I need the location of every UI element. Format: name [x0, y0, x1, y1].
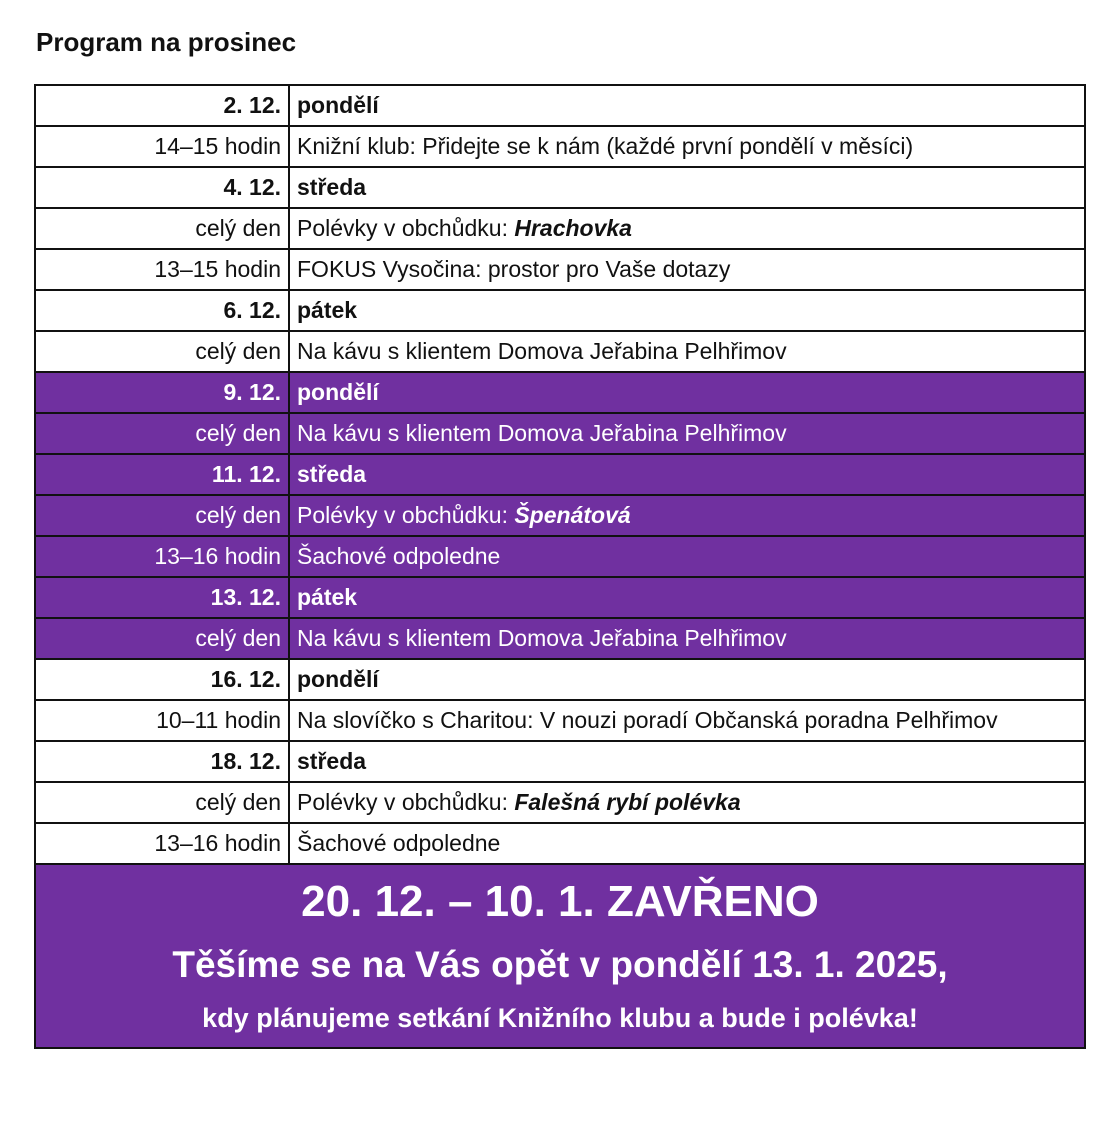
event-row [35, 413, 1085, 454]
date-cell: 2. 12. [35, 85, 289, 126]
date-cell: 4. 12. [35, 167, 289, 208]
schedule-table [34, 84, 1086, 1049]
event-row [35, 700, 1085, 741]
closure-notice [35, 864, 1085, 1048]
event-row [35, 782, 1085, 823]
day-row [35, 741, 1085, 782]
event-cell: Šachové odpoledne [289, 536, 1085, 577]
event-cell: Na kávu s klientem Domova Jeřabina Pelhřimov [289, 413, 1085, 454]
closure-cell [35, 864, 1085, 1048]
day-row [35, 659, 1085, 700]
day-row [35, 85, 1085, 126]
date-cell: 16. 12. [35, 659, 289, 700]
weekday-cell: pondělí [289, 85, 1085, 126]
time-cell: 10–11 hodin [35, 700, 289, 741]
time-cell: 13–16 hodin [35, 823, 289, 864]
event-cell: Na kávu s klientem Domova Jeřabina Pelhřimov [289, 618, 1085, 659]
weekday-cell: středa [289, 741, 1085, 782]
event-row [35, 495, 1085, 536]
event-cell: Na slovíčko s Charitou: V nouzi poradí Občanská poradna Pelhřimov [289, 700, 1085, 741]
time-cell: 13–16 hodin [35, 536, 289, 577]
weekday-cell: pátek [289, 577, 1085, 618]
weekday-cell: pondělí [289, 372, 1085, 413]
day-row [35, 577, 1085, 618]
date-cell: 6. 12. [35, 290, 289, 331]
reopening-line: Těšíme se na Vás opět v pondělí 13. 1. 2025, [172, 944, 948, 985]
event-cell: Na kávu s klientem Domova Jeřabina Pelhřimov [289, 331, 1085, 372]
day-row [35, 372, 1085, 413]
weekday-cell: pátek [289, 290, 1085, 331]
event-row [35, 249, 1085, 290]
event-cell: Šachové odpoledne [289, 823, 1085, 864]
event-row [35, 126, 1085, 167]
date-cell: 18. 12. [35, 741, 289, 782]
day-row [35, 454, 1085, 495]
day-row [35, 167, 1085, 208]
weekday-cell: pondělí [289, 659, 1085, 700]
event-cell [289, 495, 1085, 536]
date-cell: 11. 12. [35, 454, 289, 495]
soup-name: Falešná rybí polévka [514, 789, 741, 815]
weekday-cell: středa [289, 454, 1085, 495]
event-cell [289, 208, 1085, 249]
page-title: Program na prosinec [36, 27, 297, 57]
weekday-cell: středa [289, 167, 1085, 208]
time-cell: 14–15 hodin [35, 126, 289, 167]
event-prefix: Polévky v obchůdku: [297, 215, 515, 241]
time-cell: celý den [35, 331, 289, 372]
event-cell: Knižní klub: Přidejte se k nám (každé první pondělí v měsíci) [289, 126, 1085, 167]
time-cell: 13–15 hodin [35, 249, 289, 290]
time-cell: celý den [35, 618, 289, 659]
event-row [35, 208, 1085, 249]
event-row [35, 536, 1085, 577]
reopening-note: kdy plánujeme setkání Knižního klubu a bude i polévka! [202, 1003, 918, 1033]
event-row [35, 331, 1085, 372]
day-row [35, 290, 1085, 331]
event-cell [289, 782, 1085, 823]
closure-title: 20. 12. – 10. 1. ZAVŘENO [301, 877, 819, 926]
event-cell: FOKUS Vysočina: prostor pro Vaše dotazy [289, 249, 1085, 290]
soup-name: Špenátová [514, 502, 631, 528]
time-cell: celý den [35, 208, 289, 249]
time-cell: celý den [35, 782, 289, 823]
date-cell: 13. 12. [35, 577, 289, 618]
time-cell: celý den [35, 495, 289, 536]
time-cell: celý den [35, 413, 289, 454]
event-row [35, 618, 1085, 659]
event-prefix: Polévky v obchůdku: [297, 502, 515, 528]
event-prefix: Polévky v obchůdku: [297, 789, 515, 815]
date-cell: 9. 12. [35, 372, 289, 413]
soup-name: Hrachovka [514, 215, 632, 241]
event-row [35, 823, 1085, 864]
